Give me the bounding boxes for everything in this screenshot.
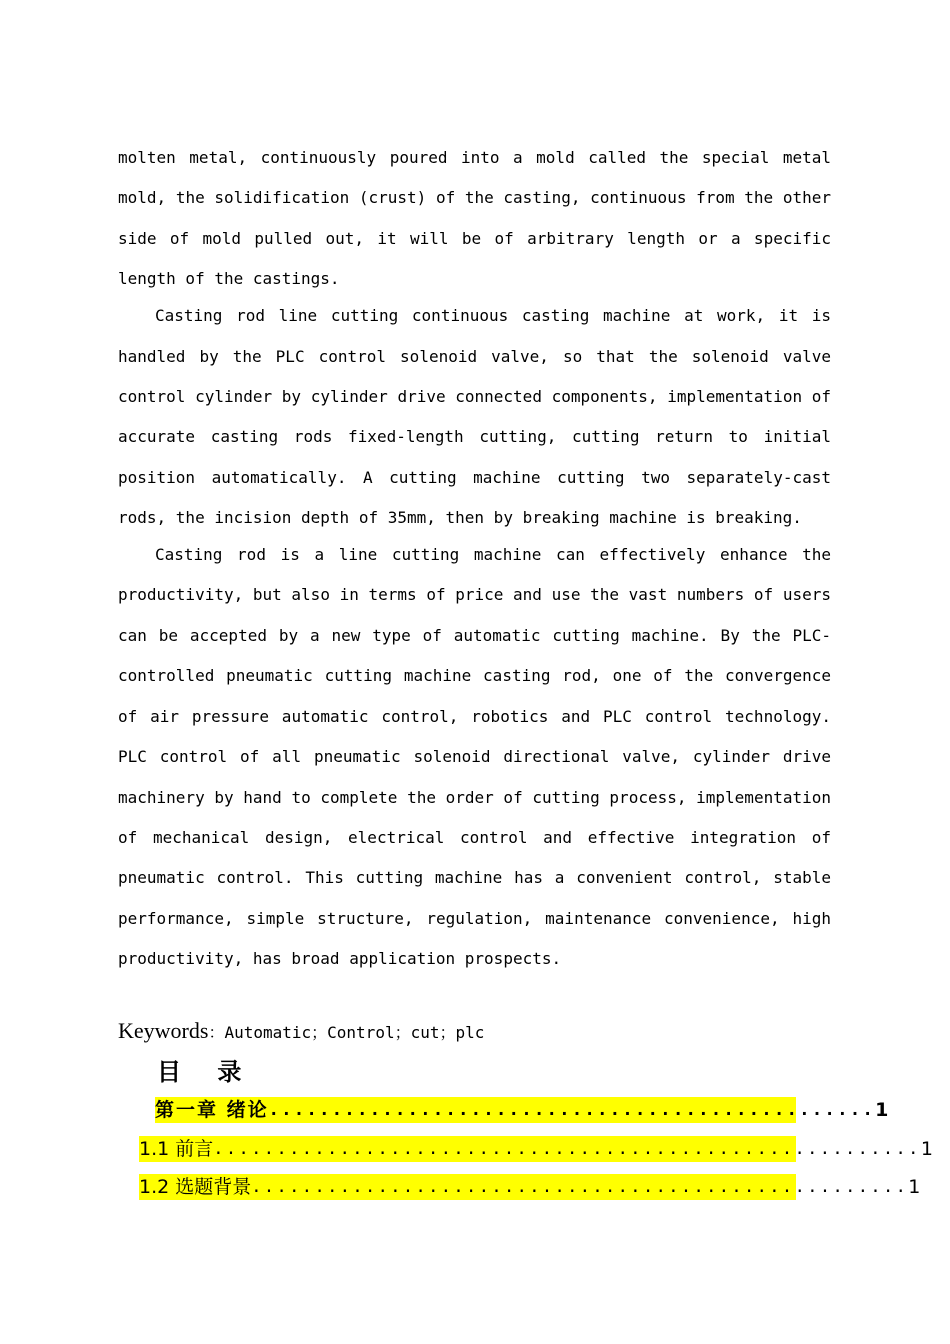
toc-dot-leader: ................................................ [268,1100,876,1120]
toc-entry-label: 1.1 前言 [139,1138,214,1160]
abstract-paragraph-continued: molten metal, continuously poured into a mold called the special metal mold, the solidification (crust) of the casting, continuous from the other side of mold pulled out, it will be of arbitrary length or a specific length of the castings. [118,148,831,289]
toc-page-number: 1 [908,1176,921,1198]
abstract-paragraph-operation: Casting rod line cutting continuous casting machine at work, it is handled by the PLC control solenoid valve, so that the solenoid valve control cylinder by cylinder drive connected components, implementation of accurate casting rods fixed-length cutting, cutting return to initial position automatically. A cutting machine cutting two separately-cast rods, the incision depth of 35mm, then by breaking machine is breaking. [118,306,831,528]
toc-entry-section-1-2[interactable] [139,1174,921,1200]
toc-dot-leader: ........................................................ [213,1139,921,1159]
keywords-label: Keywords [118,1018,209,1043]
keywords-line [118,1018,484,1044]
toc-entry-label: 第一章 绪论 [155,1099,269,1121]
toc-title: 目 录 [157,1058,256,1086]
abstract-body [118,138,831,980]
toc-page-number: 1 [875,1099,889,1121]
abstract-paragraph-benefits: Casting rod is a line cutting machine can effectively enhance the productivity, but also in terms of price and use the vast numbers of users can be accepted by a new type of automatic cutting machine. By the PLC-controlled pneumatic cutting machine casting rod, one of the convergence of air pressure automatic control, robotics and PLC control technology. PLC control of all pneumatic solenoid directional valve, cylinder drive machinery by hand to complete the order of cutting process, implementation of mechanical design, electrical control and effective integration of pneumatic control. This cutting machine has a convenient control, stable performance, simple structure, regulation, maintenance convenience, high productivity, has broad application prospects. [118,545,831,969]
toc-entry-chapter-1[interactable] [155,1097,889,1123]
toc-entry-label: 1.2 选题背景 [139,1176,252,1198]
keywords-list: Automatic；Control；cut；plc [224,1023,485,1042]
toc-entry-section-1-1[interactable] [139,1136,933,1162]
toc-page-number: 1 [920,1138,933,1160]
keywords-separator: ： [208,1023,225,1042]
toc-dot-leader: .................................................... [251,1177,909,1197]
